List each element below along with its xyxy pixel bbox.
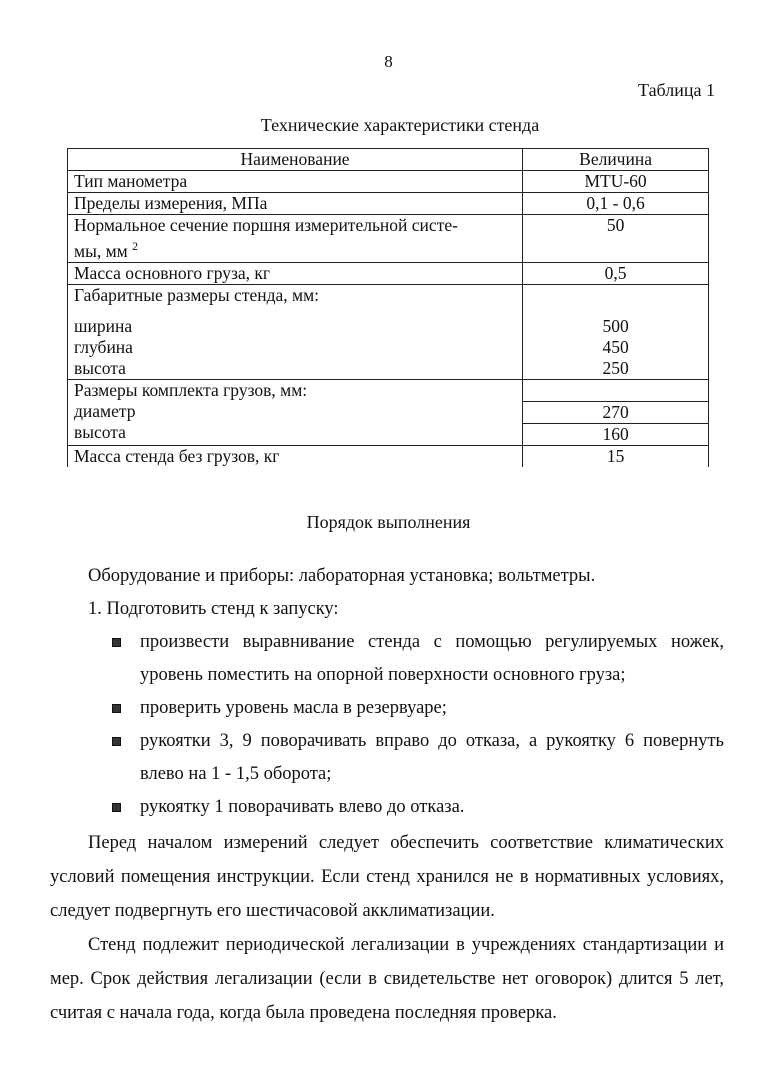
square-bullet-icon <box>112 803 121 812</box>
row-value: 0,1 - 0,6 <box>523 193 709 215</box>
table-row <box>68 171 709 193</box>
weight-height-value: 160 <box>523 423 708 445</box>
row-name: Тип манометра <box>68 171 523 193</box>
dim-depth-label: глубина <box>74 336 133 357</box>
weight-diameter-label: диаметр <box>74 400 136 421</box>
section-unit: мы, мм <box>74 240 128 261</box>
bullet-text: рукоятку 1 поворачивать влево до отказа. <box>140 797 465 817</box>
section-superscript: 2 <box>132 239 139 253</box>
row-value: 0,5 <box>523 262 709 284</box>
row-name: Масса основного груза, кг <box>68 262 523 284</box>
table-header-row <box>68 149 709 171</box>
section-line-1: Нормальное сечение поршня измерительной систе- <box>74 215 458 235</box>
row-value <box>523 284 709 379</box>
dim-height-value: 250 <box>602 357 629 378</box>
table-title: Технические характеристики стенда <box>260 115 540 135</box>
specs-table <box>67 148 709 467</box>
weights-title: Размеры комплекта грузов, мм: <box>74 379 308 400</box>
dim-height-label: высота <box>74 357 126 378</box>
bullet-text: произвести выравнивание стенда с помощью регулируемых ножек, уровень поместить на опорной поверхности основного груза; <box>140 632 724 685</box>
header-value: Величина <box>523 149 709 171</box>
step-1-text: 1. Подготовить стенд к запуску: <box>88 599 339 619</box>
table-row <box>68 262 709 284</box>
square-bullet-icon <box>112 638 121 647</box>
bullet-text: проверить уровень масла в резервуаре; <box>140 698 447 718</box>
table-row <box>68 215 709 263</box>
row-value: 15 <box>523 445 709 467</box>
weight-diameter-value: 270 <box>523 401 708 423</box>
row-name <box>68 215 523 263</box>
table-row <box>68 379 709 445</box>
dim-width-value: 500 <box>602 315 629 336</box>
row-name: Масса стенда без грузов, кг <box>68 445 523 467</box>
row-value: МТU-60 <box>523 171 709 193</box>
dim-depth-value: 450 <box>602 336 629 357</box>
row-name <box>68 284 523 379</box>
list-item <box>112 725 724 791</box>
table-row <box>68 284 709 379</box>
table-row <box>68 445 709 467</box>
weight-height-label: высота <box>74 421 126 442</box>
paragraph-legalization: Стенд подлежит периодической легализации в учреждениях стандартизации и мер. Срок действия легализации (если в свидетельстве нет оговорок) длится 5 лет, считая с начала года, когда была проведена последняя проверка. <box>50 935 724 1023</box>
equipment-text: Оборудование и приборы: лабораторная установка; вольтметры. <box>88 566 596 586</box>
table-row <box>68 193 709 215</box>
list-item <box>112 791 724 824</box>
section-title: Порядок выполнения <box>306 512 471 532</box>
square-bullet-icon <box>112 704 121 713</box>
step-bullet-list <box>112 626 724 824</box>
list-item <box>112 692 724 725</box>
row-value: 50 <box>523 215 709 263</box>
section-line-2 <box>74 236 516 262</box>
list-item <box>112 626 724 692</box>
row-name: Пределы измерения, МПа <box>68 193 523 215</box>
bullet-text: рукоятки 3, 9 поворачивать вправо до отказа, а рукоятку 6 повернуть влево на 1 - 1,5 оборота; <box>140 731 724 784</box>
dim-width-label: ширина <box>74 315 133 336</box>
dims-title: Габаритные размеры стенда, мм: <box>74 284 320 305</box>
row-name <box>68 379 523 445</box>
header-name: Наименование <box>68 149 523 171</box>
paragraph-climate: Перед началом измерений следует обеспечить соответствие климатических условий помещения инструкции. Если стенд хранился не в нормативных условиях, следует подвергнуть его шестичасовой акклиматизации. <box>50 833 724 921</box>
square-bullet-icon <box>112 737 121 746</box>
row-value <box>523 379 709 445</box>
page-number: 8 <box>384 52 393 71</box>
table-label: Таблица 1 <box>638 80 715 100</box>
